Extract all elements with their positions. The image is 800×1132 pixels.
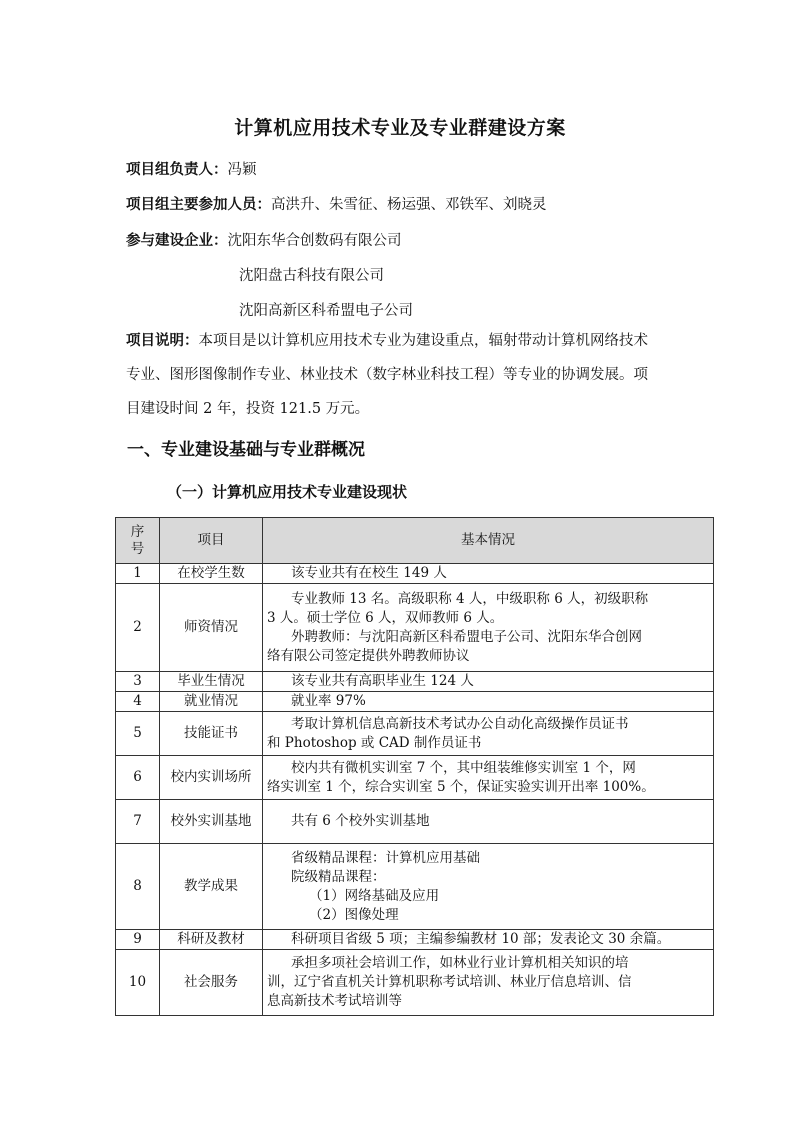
table-row: 10 社会服务 承担多项社会培训工作，如林业行业计算机相关知识的培 训，辽宁省直机关计算机职称考试培训、林业厅信息培训、信 息高新技术考试培训等: [116, 950, 714, 1016]
enterprise-label: 参与建设企业：: [126, 233, 228, 249]
enterprise-line: [126, 229, 402, 250]
table-row: 5 技能证书 考取计算机信息高新技术考试办公自动化高级操作员证书 和 Photoshop 或 CAD 制作员证书: [116, 712, 714, 756]
status-table: [115, 517, 714, 1016]
desc-line-3: 目建设时间 2 年，投资 121.5 万元。: [126, 401, 370, 417]
enterprise-2: 沈阳盘古科技有限公司: [239, 268, 384, 284]
table-row: 9 科研及教材 科研项目省级 5 项；主编参编教材 10 部；发表论文 30 余篇。: [116, 930, 714, 950]
leader-line: [126, 158, 257, 179]
table-row: 4 就业情况 就业率 97%: [116, 692, 714, 712]
table-row: 8 教学成果 省级精品课程：计算机应用基础 院级精品课程： （1）网络基础及应用 （2）图像处理: [116, 844, 714, 930]
table-row: 6 校内实训场所 校内共有微机实训室 7 个，其中组装维修实训室 1 个，网 络实训室 1 个，综合实训室 5 个，保证实验实训开出率 100%。: [116, 756, 714, 800]
members-names: 高洪升、朱雪征、杨运强、邓铁军、刘晓灵: [271, 197, 547, 213]
table-row: 2 师资情况 专业教师 13 名。高级职称 4 人，中级职称 6 人，初级职称 3 人。硕士学位 6 人，双师教师 6 人。 外聘教师：与沈阳高新区科希盟电子公司、沈阳东华合创网 络有限公司签定提供外聘教师协议: [116, 584, 714, 672]
desc-label: 项目说明：: [126, 333, 199, 349]
desc-line-1: 本项目是以计算机应用技术专业为建设重点，辐射带动计算机网络技术: [198, 333, 648, 349]
project-description: [126, 324, 704, 426]
document-title: 计算机应用技术专业及专业群建设方案: [234, 117, 566, 139]
leader-name: 冯颖: [227, 162, 257, 178]
table-row: 3 毕业生情况 该专业共有高职毕业生 124 人: [116, 672, 714, 692]
subsection-heading-1-1: （一）计算机应用技术专业建设现状: [167, 483, 408, 501]
table-row: 7 校外实训基地 共有 6 个校外实训基地: [116, 800, 714, 844]
table-row: 1 在校学生数 该专业共有在校生 149 人: [116, 564, 714, 584]
members-line: [126, 193, 547, 214]
table-header-row: [116, 518, 714, 564]
header-item: 项目: [160, 518, 263, 564]
members-label: 项目组主要参加人员：: [126, 197, 271, 213]
header-detail: 基本情况: [263, 518, 714, 564]
enterprise-1: 沈阳东华合创数码有限公司: [227, 233, 402, 249]
section-heading-1: 一、专业建设基础与专业群概况: [127, 440, 365, 460]
leader-label: 项目组负责人：: [126, 162, 228, 178]
desc-line-2: 专业、图形图像制作专业、林业技术（数字林业科技工程）等专业的协调发展。项: [126, 367, 648, 383]
header-no: 序号: [116, 518, 160, 564]
enterprise-3: 沈阳高新区科希盟电子公司: [239, 303, 413, 319]
